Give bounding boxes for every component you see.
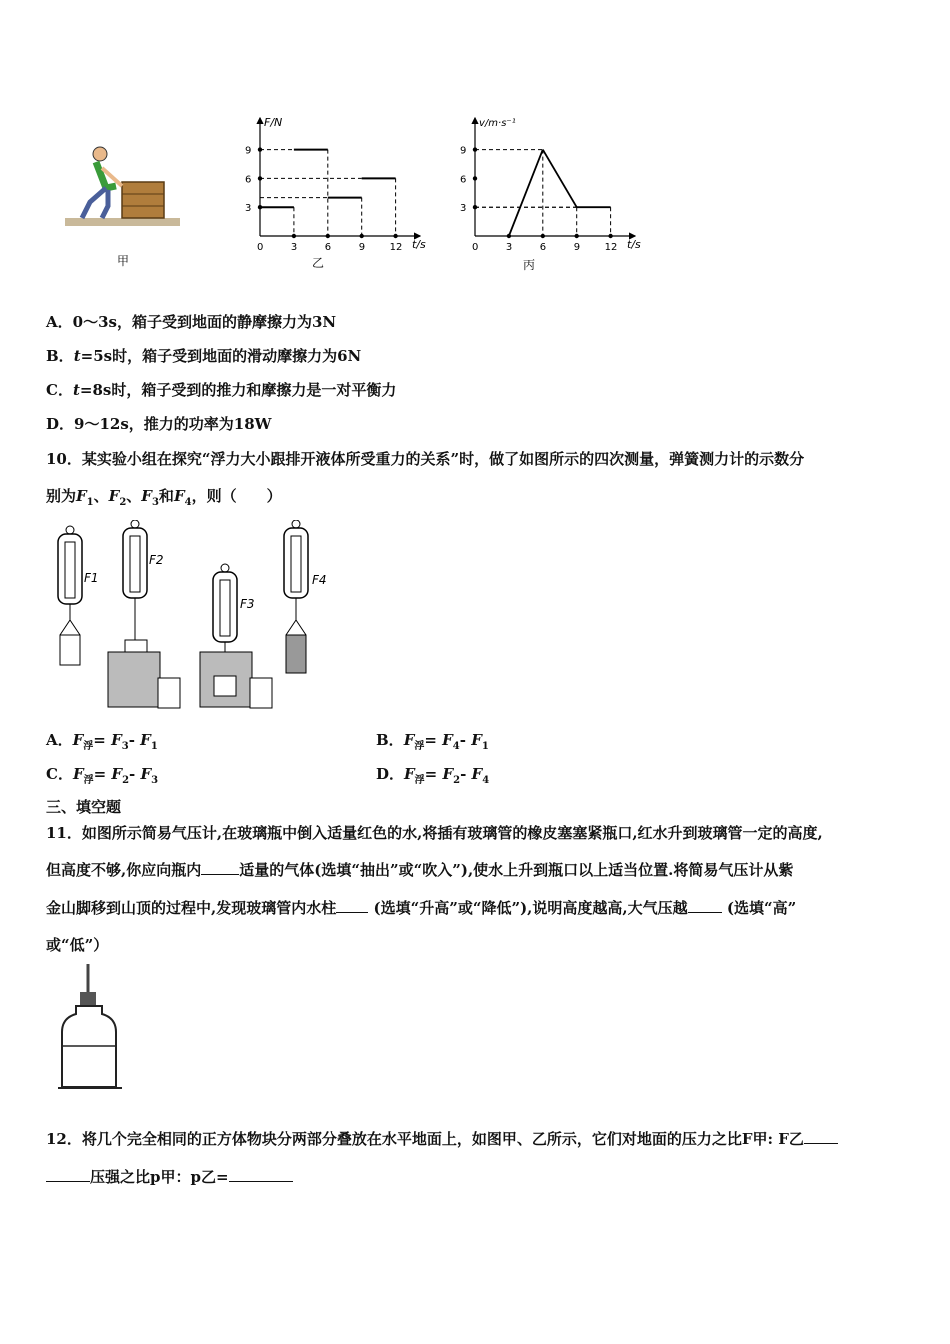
label-yi: 乙: [312, 256, 325, 270]
x-tick-label: 0: [257, 242, 264, 253]
y-tick-label: 9: [245, 145, 252, 157]
x-tick-label: 12: [389, 242, 403, 253]
q10-option-c: C．$F_浮= F_2-$ $F_3$: [46, 765, 159, 786]
spring-scale-3: [200, 564, 272, 708]
bucket: [60, 635, 80, 665]
box: [122, 182, 164, 218]
q12-line2: 压强之比p甲：p乙=: [46, 1166, 293, 1187]
spring-scale-4: [284, 520, 327, 673]
y-tick-label: 6: [460, 174, 467, 186]
x-tick-label: 6: [324, 242, 332, 253]
y-tick-label: 9: [460, 145, 467, 157]
x-axis-label: t/s: [627, 238, 641, 251]
q11-line3: 金山脚移到山顶的过程中,发现玻璃管内水柱 (选填“升高”或“降低”),说明高度越高,大气压越 (选填“高”: [46, 899, 797, 917]
svg-text:F3: F3: [240, 597, 255, 611]
spring-scale-1: [58, 526, 99, 665]
x-tick-label: 3: [290, 242, 298, 253]
rubber-stopper: [80, 992, 96, 1006]
section-title: 三、填空题: [46, 798, 122, 816]
q10-stem-line1: 10．某实验小组在探究“浮力大小跟排开液体所受重力的关系”时，做了如图所示的四次测量，弹簧测力计的示数分: [46, 450, 805, 468]
label-jia: 甲: [117, 254, 130, 268]
y-axis-label: F/N: [264, 116, 283, 129]
x-tick-label: 3: [505, 242, 513, 253]
barometer-figure: [52, 962, 127, 1092]
x-tick-label: 12: [604, 242, 618, 253]
q11-line4: 或“低”）: [46, 936, 109, 954]
y-axis-label: v/m·s⁻¹: [479, 118, 516, 129]
y-tick-label: 6: [245, 174, 252, 186]
y-tick-mark: [473, 176, 477, 180]
q10-figure: [50, 520, 340, 715]
svg-text:F1: F1: [84, 571, 99, 585]
velocity-segment: [543, 150, 577, 208]
x-tick-label: 0: [472, 242, 479, 253]
y-tick-label: 3: [245, 203, 252, 215]
q10-option-a: A．$F_浮= F_3-$ $F_1$: [46, 731, 158, 752]
q10-option-b: B．$F_浮= F_4-$ $F_1$: [376, 731, 489, 752]
person-head: [93, 147, 107, 161]
block: [214, 676, 236, 696]
q9-option-b: B．t=5s时，箱子受到地面的滑动摩擦力为6N: [46, 347, 362, 365]
spring-scale-2: [108, 520, 180, 708]
bucket: [286, 635, 306, 673]
svg-text:F2: F2: [149, 553, 164, 567]
q11-line1: 11．如图所示简易气压计,在玻璃瓶中倒入适量红色的水,将插有玻璃管的橡皮塞塞紧瓶口,红水升到玻璃管一定的高度,: [46, 824, 823, 842]
ground: [65, 218, 180, 226]
x-tick-label: 6: [539, 242, 547, 253]
overflow-cup: [108, 652, 160, 707]
q11-line2: 但高度不够,你应向瓶内 适量的气体(选填“抽出”或“吹入”),使水上升到瓶口以上适当位置.将简易气压计从紫: [46, 861, 794, 879]
q9-option-a: A．0～3s，箱子受到地面的静摩擦力为3N: [46, 313, 337, 331]
velocity-segment: [509, 150, 543, 236]
x-tick-label: 9: [358, 242, 366, 253]
q9-option-d: D．9～12s，推力的功率为18W: [46, 415, 272, 433]
svg-text:F4: F4: [312, 573, 327, 587]
person-body: [96, 162, 116, 188]
figure-jia: [60, 140, 185, 240]
q9-option-c: C．t=8s时，箱子受到的推力和摩擦力是一对平衡力: [46, 381, 397, 399]
graph-bing: [455, 112, 650, 254]
x-tick-label: 9: [573, 242, 581, 253]
graph-yi: [240, 112, 435, 254]
q12-line1: 12．将几个完全相同的正方体物块分两部分叠放在水平地面上，如图甲、乙所示，它们对地面的压力之比F甲: F乙: [46, 1128, 838, 1149]
label-bing: 丙: [523, 258, 536, 272]
x-axis-label: t/s: [412, 238, 426, 251]
q10-stem-line2: 别为$F_1$、$F_2$、$F_3$和$F_4$，则（ ）: [46, 487, 282, 508]
person-leg: [82, 188, 108, 218]
y-tick-label: 3: [460, 203, 467, 215]
q10-option-d: D．$F_浮= F_2-$ $F_4$: [376, 765, 490, 786]
